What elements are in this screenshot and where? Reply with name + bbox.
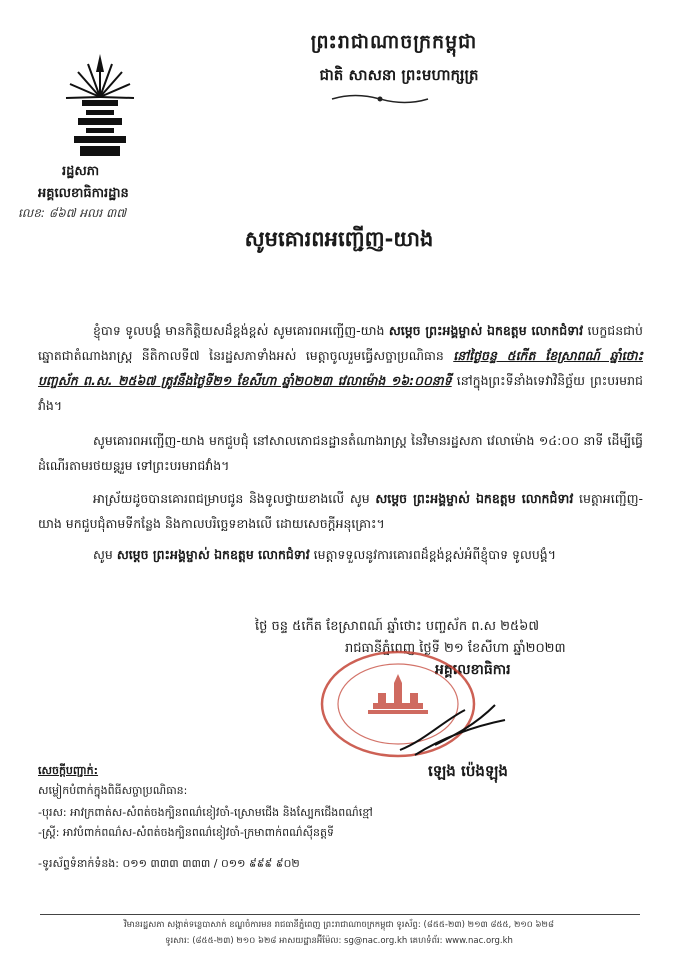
handwritten-signature-icon bbox=[395, 700, 515, 760]
paragraph-3: អាស្រ័យដូចបានគោរពជម្រាបជូន និងទូលថ្វាយខាងលើ សូម សម្តេច ព្រះអង្គម្ចាស់ ឯកឧត្តម លោកជំទាវ មេត្តាអញ្ជើញ-យាង មកជួបជុំតាមទីកន្លែង និងកាលបរិច្ឆេទខាងលើ ដោយសេចក្តីអនុគ្រោះ។ bbox=[38, 491, 644, 531]
paragraph-2: សូមគោរពអញ្ជើញ-យាង មកជួបជុំ នៅសាលភោជនដ្ឋានតំណាងរាស្ត្រ នៃវិមានរដ្ឋសភា វេលាម៉ោង ១៤:០០ នាទី ដើម្បីធ្វើដំណើរតាមរថយន្តរួម ទៅព្រះបរមរាជវាំង។ bbox=[38, 433, 643, 473]
lunar-date: ថ្ងៃ ចន្ទ ៥កើត ខែស្រាពណ៍ ឆ្នាំថោះ បញ្ចស័ក ព.ស ២៥៦៧ bbox=[255, 619, 540, 634]
reference-number: លេខ: ៨៦៧ អលរ ៣៧ bbox=[18, 206, 127, 220]
ministry-name: រដ្ឋសភា bbox=[62, 164, 100, 179]
paragraph-4: សូម សម្តេច ព្រះអង្គម្ចាស់ ឯកឧត្តម លោកជំទាវ មេត្តាទទួលនូវការគោរពដ៏ខ្ពង់ខ្ពស់អំពីខ្ញុំបាទ ទូលបង្គំ។ bbox=[93, 547, 556, 562]
footer-contact: ទូរសារ: (៨៥៥-២៣) ២១០ ៦២៨ អាសយដ្ឋានអ៊ីម៉ែល: sg@nac.org.kh គេហទំព័រ: www.nac.org.kh bbox=[165, 936, 513, 946]
notes-line: -បុរស: អាវក្រពាត់ស-សំពត់ចងក្បិនពណ៌ខៀវចាំ-ស្រោមជើង និងស្បែកជើងពណ៌ខ្មៅ bbox=[38, 806, 373, 819]
notes-line: សម្លៀកបំពាក់ក្នុងពិធីសច្ចាប្រណិធាន: bbox=[38, 784, 188, 797]
document-title: សូមគោរពអញ្ជើញ-យាង bbox=[244, 227, 434, 251]
notes-heading: សេចក្តីបញ្ជាក់: bbox=[38, 764, 99, 777]
footer-divider bbox=[40, 914, 640, 915]
parliament-emblem-icon bbox=[60, 52, 140, 162]
footer-address: វិមានរដ្ឋសភា សង្កាត់ទន្លេបាសាក់ ខណ្ឌចំការមន រាជធានីភ្នំពេញ ព្រះរាជាណាចក្រកម្ពុជា ទូរស័ព្ទ: (៨៥៥-២៣) ២១៣ ៨៥៥, ២១០ ៦២៨ bbox=[123, 920, 554, 930]
notes-line: -ស្ត្រី: អាវបំពាក់ពណ៌ស-សំពត់ចងក្បិនពណ៌ខៀវចាំ-ក្រមាពាក់ពណ៌ស៊ីនត្តទី bbox=[38, 826, 334, 839]
solar-date: រាជធានីភ្នំពេញ ថ្ងៃទី ២១ ខែសីហា ឆ្នាំ២០២៣ bbox=[345, 641, 566, 656]
signer-position: អគ្គលេខាធិការ bbox=[435, 662, 511, 678]
paragraph-1: ខ្ញុំបាទ ទូលបង្គំ មានកិត្តិយសដ៏ខ្ពង់ខ្ពស់ សូមគោរពអញ្ជើញ-យាង សម្តេច ព្រះអង្គម្ចាស់ ឯកឧត្តម លោកជំទាវ បេក្ខជនជាប់ឆ្នោតជាតំណាងរាស្ត្រ នីតិកាលទី៧ នៃរដ្ឋសភាទាំងអស់ មេត្តាចូលរួមធ្វើសច្ចាប្រណិធាន នៅថ្ងៃចន្ទ ៥កើត ខែស្រាពណ៍ ឆ្នាំថោះ បញ្ចស័ក ព.ស. ២៥៦៧ ត្រូវនឹងថ្ងៃទី២១ ខែសីហា ឆ្នាំ២០២៣ វេលាម៉ោង ១៦:០០នាទី នៅក្នុងព្រះទីនាំងទេវាវិនិច្ឆ័យ ព្រះបរមរាជវាំង។ bbox=[38, 323, 643, 413]
contact-phone: -ទូរស័ព្ទទំនាក់ទំនង: ០១១ ៣៣៣ ៣៣៣ / ០១១ ៩៩៩ ៩០២ bbox=[38, 857, 300, 870]
kingdom-heading: ព្រះរាជាណាចក្រកម្ពុជា bbox=[310, 31, 478, 53]
signer-name: ឡេង ប៉េងឡុង bbox=[428, 762, 508, 780]
ornament-divider bbox=[330, 92, 430, 106]
national-motto: ជាតិ សាសនា ព្រះមហាក្សត្រ bbox=[319, 66, 479, 84]
department-name: អគ្គលេខាធិការដ្ឋាន bbox=[38, 186, 129, 201]
